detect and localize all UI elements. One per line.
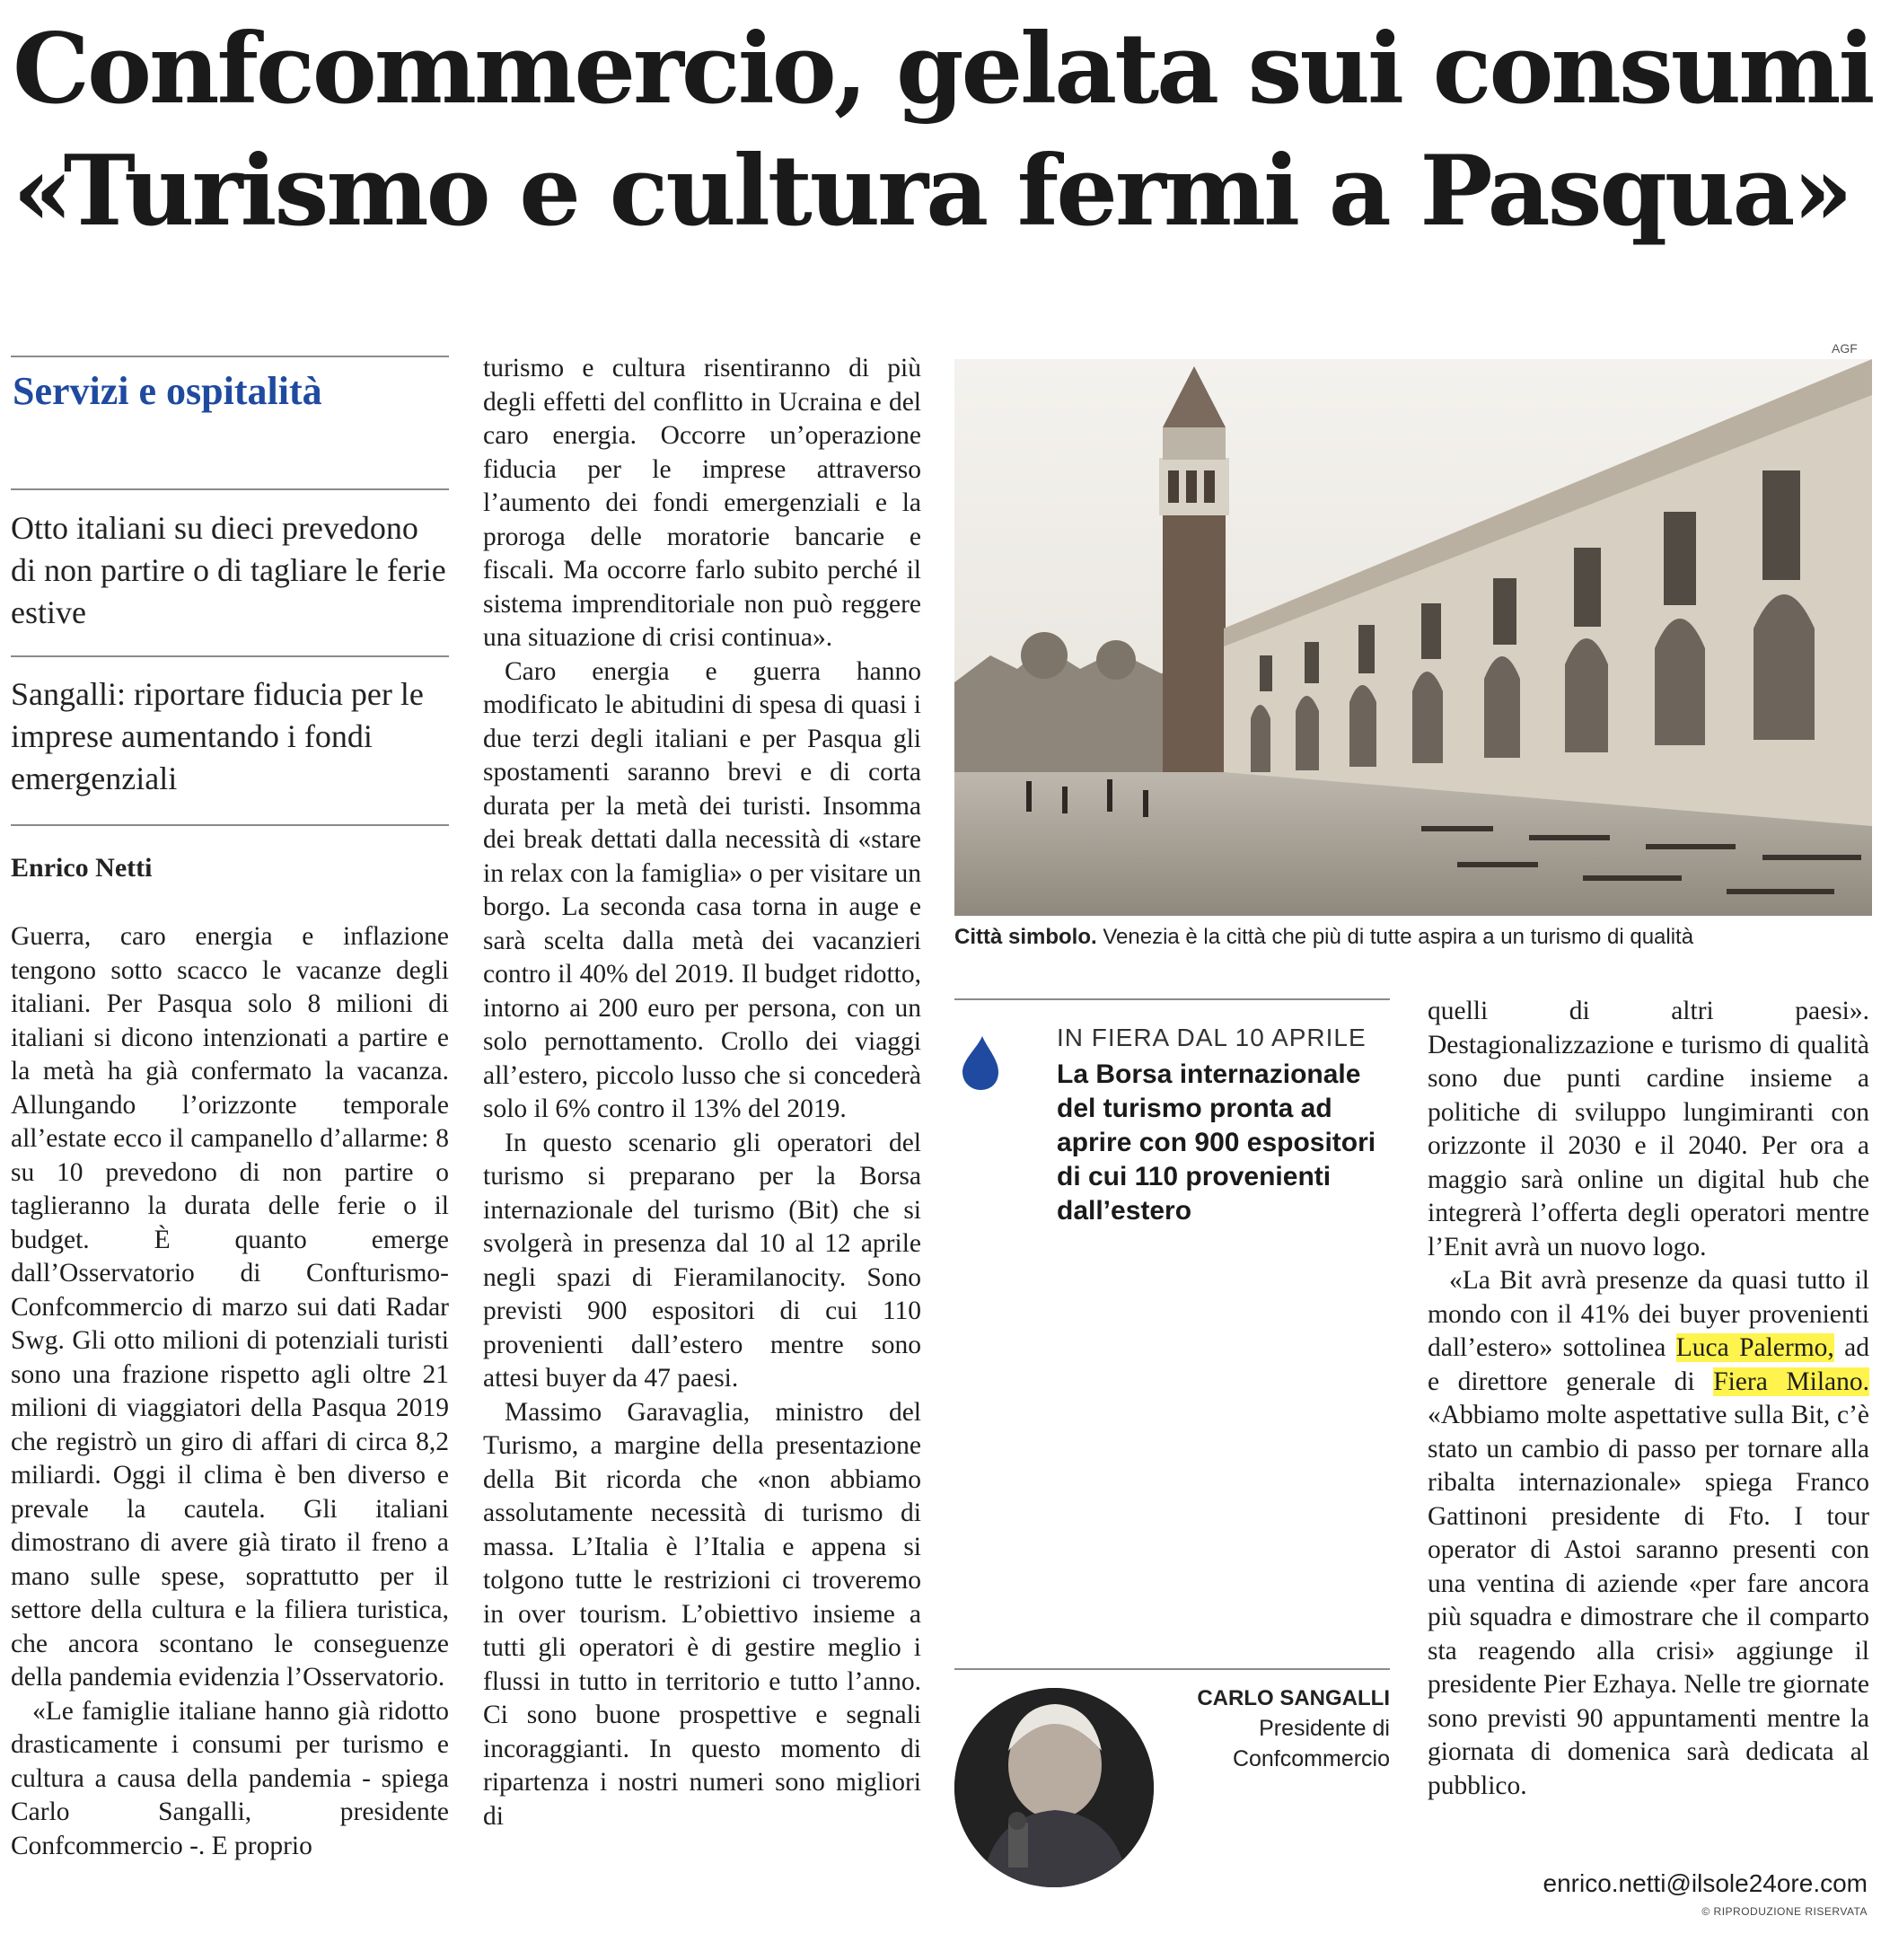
section-label: Servizi e ospitalità <box>13 369 322 413</box>
headline-line-1: Confcommercio, gelata sui consumi <box>13 13 1873 126</box>
article-column-3 <box>1428 995 1869 1803</box>
photo-credit: AGF <box>1832 341 1858 356</box>
quote-person-role: Presidente di Confcommercio <box>1232 1716 1390 1771</box>
box-text: La Borsa internazionale del turismo pronta ad aprire con 900 espositori di cui 110 provenienti dall’estero <box>1057 1059 1376 1226</box>
box-kicker: IN FIERA DAL 10 APRILE <box>1057 1024 1367 1051</box>
article-column-1 <box>11 920 449 1863</box>
paragraph <box>1428 1264 1869 1803</box>
divider <box>954 998 1390 1000</box>
byline: Enrico Netti <box>11 853 153 883</box>
highlighted-company: Fiera Milano. <box>1713 1367 1869 1396</box>
text-run: «La Bit avrà presenze da quasi tutto il mondo con il 41% dei buyer provenienti dall’estero» sottolinea <box>1428 1266 1869 1362</box>
copyright-notice: © RIPRODUZIONE RISERVATA <box>1701 1905 1868 1918</box>
avatar <box>954 1688 1154 1887</box>
drop-icon-shape <box>955 1033 1006 1094</box>
paragraph: Guerra, caro energia e inflazione tengono sotto scacco le vacanze degli italiani. Per Pasqua solo 8 milioni di italiani si dicono intenzionati a partire e la metà ha già confermato la vacanza. Allungando l’orizzonte temporale all’estate ecco il campanello d’allarme: 8 su 10 prevedono di non partire o taglieranno la durata delle ferie o il budget. È quanto emerge dall’Osservatorio di Confturismo-Confcommercio di marzo sui dati Radar Swg. Gli otto milioni di potenziali turisti sono una frazione rispetto agli oltre 21 milioni di viaggiatori della Pasqua 2019 che registrò un giro di affari di circa 8,2 miliardi. Oggi il clima è ben diverso e prevale la cautela. Gli italiani dimostrano di avere già tirato il freno a mano sulle spese, soprattutto per il settore della cultura e la filiera turistica, che ancora scontano le conseguenze della pandemia evidenzia l’Osservatorio. <box>11 922 449 1692</box>
portrait-illustration <box>954 1688 1154 1887</box>
author-email[interactable]: enrico.netti@ilsole24ore.com <box>1543 1869 1868 1897</box>
venice-photo <box>954 359 1872 916</box>
caption-title: Città simbolo. <box>954 925 1097 949</box>
text-run: «Abbiamo molte aspettative sulla Bit, c’è stato un cambio di passo per tornare alla ribalta internazionale» spiega Franco Gattinoni presidente di Fto. I tour operator di Astoi saranno presenti con una ventina di aziende «per fare ancora più squadra e dimostrare che il comparto sta reagendo alla crisi» aggiunge il presidente Pier Ezhaya. Nelle tre giornate sono previsti 90 appuntamenti mentre la giornata di domenica sarà dedicata al pubblico. <box>1428 1401 1869 1800</box>
summary-2: Sangalli: riportare fiducia per le imprese aumentando i fondi emergenziali <box>11 676 424 796</box>
headline-line-2: «Turismo e cultura fermi a Pasqua» <box>13 135 1850 248</box>
quote-person-name: CARLO SANGALLI <box>1197 1686 1390 1710</box>
summary-1: Otto italiani su dieci prevedono di non partire o di tagliare le ferie estive <box>11 510 446 630</box>
venice-photo-illustration <box>954 359 1872 916</box>
caption-text: Venezia è la città che più di tutte aspira a un turismo di qualità <box>1096 925 1694 949</box>
paragraph: Caro energia e guerra hanno modificato le abitudini di spesa di quasi i due terzi degli italiani e per Pasqua gli spostamenti saranno brevi e di corta durata per la metà dei turisti. Insomma dei break dettati dalla necessità di «stare in relax con la famiglia» o per visitare un borgo. La seconda casa torna in auge e sarà scelta dalla metà dei vacanzieri contro il 40% del 2019. Il budget ridotto, intorno ai 200 euro per persona, con un solo pernottamento. Crollo dei viaggi all’estero, piccolo lusso che si concederà solo il 6% contro il 13% del 2019. <box>483 656 921 1123</box>
paragraph: «Le famiglie italiane hanno già ridotto drasticamente i consumi per turismo e cultura a causa della pandemia - spiega Carlo Sangalli, presidente Confcommercio -. E proprio <box>11 1696 449 1860</box>
article-column-2 <box>483 352 921 1833</box>
paragraph: turismo e cultura risentiranno di più degli effetti del conflitto in Ucraina e del caro energia. Occorre un’operazione fiducia per le imprese attraverso l’aumento dei fondi emergenziali e la proroga delle moratorie bancarie e fiscali. Ma occorre farlo subito perché il sistema imprenditoriale non può reggere una situazione di crisi continua». <box>483 354 921 652</box>
paragraph: Massimo Garavaglia, ministro del Turismo, a margine della presentazione della Bit ricorda che «non abbiamo assolutamente necessità di turismo di massa. L’Italia è l’Italia e appena si tolgono tutte le restrizioni ci troveremo in over tourism. L’obiettivo insieme a tutti gli operatori è di gestire meglio i flussi in tutto in territorio e tutto l’anno. Ci sono buone prospettive e segnali incoraggianti. In questo momento di ripartenza i nostri numeri sono migliori di <box>483 1397 921 1831</box>
divider <box>11 655 449 657</box>
divider <box>11 488 449 490</box>
divider <box>954 1668 1390 1670</box>
paragraph: quelli di altri paesi». Destagionalizzazione e turismo di qualità sono due punti cardine insieme a politiche di sviluppo lungimiranti con orizzonte il 2030 e il 2040. Per ora a maggio sarà online un digital hub che integrerà l’offerta degli operatori mentre l’Enit avrà un nuovo logo. <box>1428 997 1869 1261</box>
divider <box>11 356 449 357</box>
divider <box>11 824 449 826</box>
drop-icon <box>955 1033 1006 1094</box>
highlighted-name: Luca Palermo, <box>1675 1333 1834 1362</box>
text-run: ad e direttore generale di <box>1428 1333 1869 1396</box>
photo-caption <box>954 925 1872 950</box>
paragraph: In questo scenario gli operatori del turismo si preparano per la Borsa internazionale del turismo (Bit) che si svolgerà in presenza dal 10 al 12 aprile negli spazi di Fieramilanocity. Sono previsti 900 espositori di cui 110 provenienti dall’estero mentre sono attesi buyer da 47 paesi. <box>483 1128 921 1393</box>
